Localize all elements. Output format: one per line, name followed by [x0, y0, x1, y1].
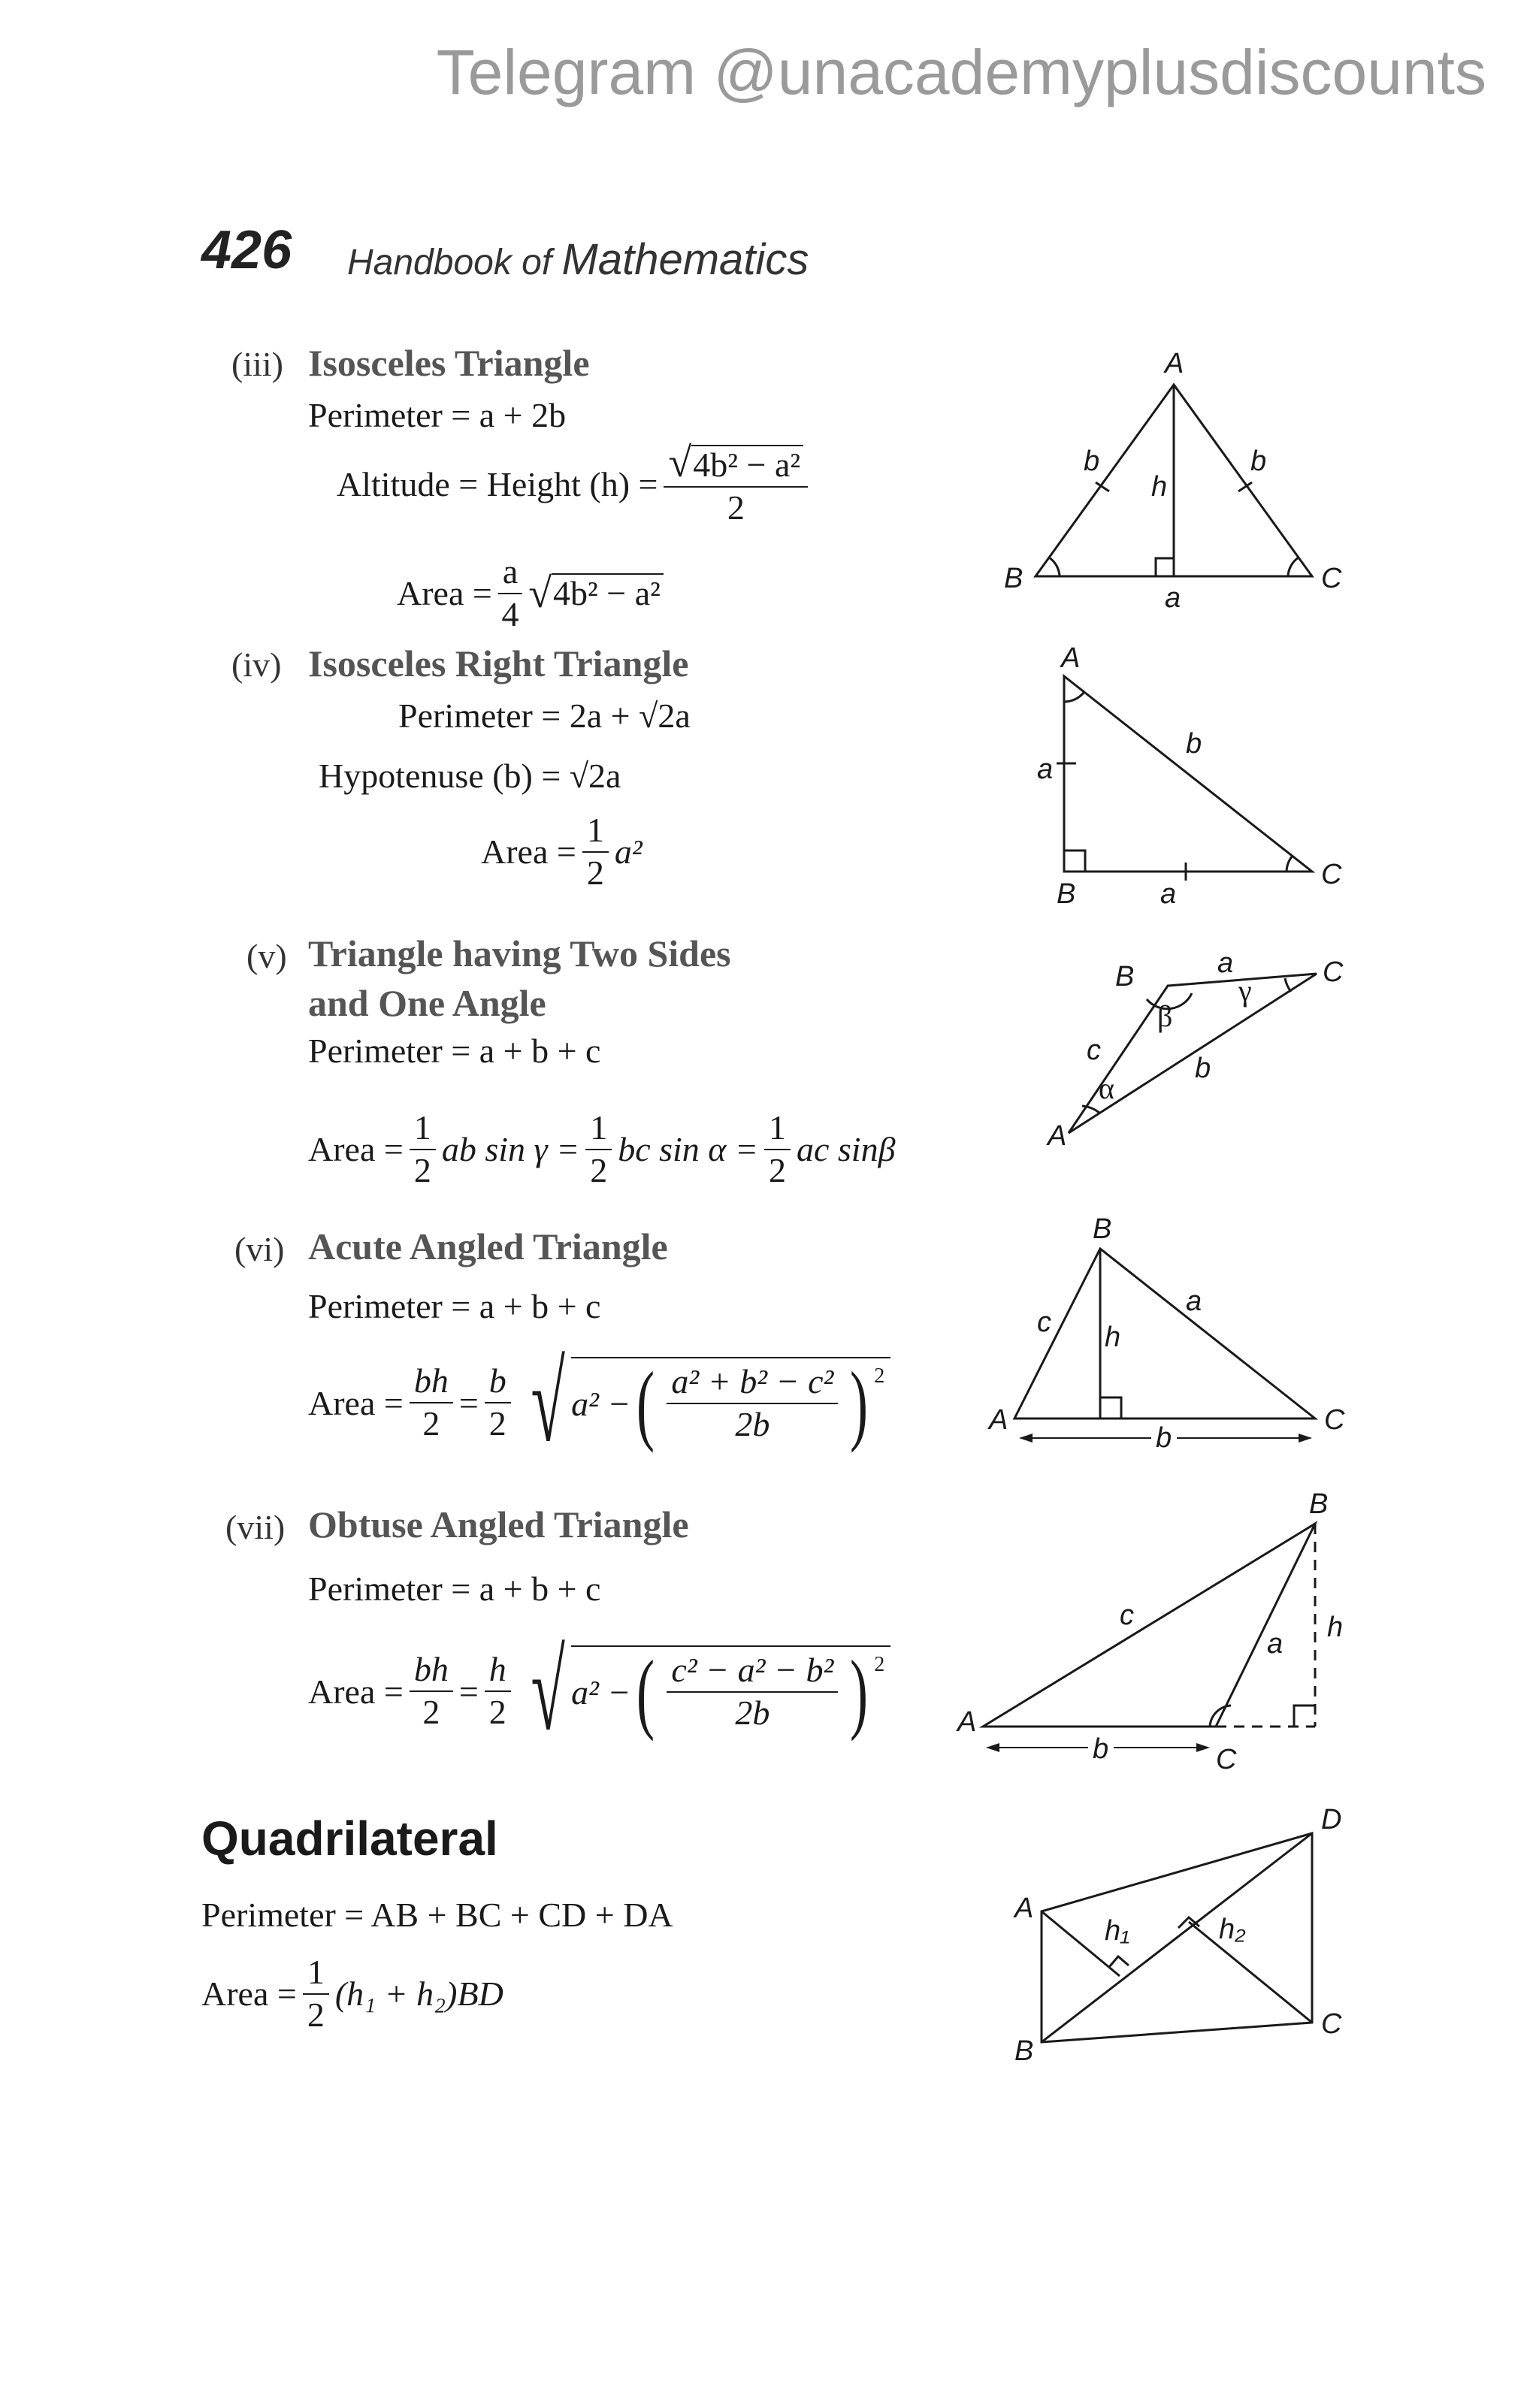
v-half-den-2: 2 [590, 1150, 608, 1189]
v-label-a: a [1217, 947, 1234, 979]
quad-perimeter-text: Perimeter = AB + BC + CD + DA [201, 1896, 673, 1934]
vi-perimeter: Perimeter = a + b + c [308, 1287, 601, 1325]
acute-triangle-diagram [984, 1217, 1375, 1458]
vii-a-squared: a² − [571, 1672, 631, 1712]
iv-label-a-left: a [1037, 754, 1054, 785]
iii-perimeter: Perimeter = a + 2b [308, 396, 567, 434]
iv-area-den: 2 [586, 853, 604, 892]
quad-area-formula [201, 1953, 503, 2034]
heading-obtuse-angled-triangle: Obtuse Angled Triangle [308, 1503, 689, 1545]
vii-two-2: 2 [488, 1693, 506, 1731]
vii-label-h: h [1327, 1612, 1344, 1643]
iii-altitude-fraction: $\frac{\text{√4b² − a²}}{2}$ [664, 442, 808, 527]
vi-two-1: 2 [422, 1404, 440, 1443]
iii-area-fraction [498, 553, 522, 633]
vi-inner-num: a² + b² − c² [667, 1363, 838, 1404]
v-half-num-1: 1 [410, 1109, 436, 1150]
iii-area-lhs: Area = [397, 574, 492, 613]
vi-label-A: A [989, 1404, 1008, 1436]
vii-label-A: A [957, 1706, 977, 1738]
quad-label-h2: h₂ [1219, 1914, 1246, 1945]
vi-label-h: h [1105, 1322, 1121, 1353]
v-area-lhs: Area = [308, 1130, 404, 1169]
iv-area-formula [481, 811, 643, 892]
v-label-C: C [1323, 956, 1344, 988]
iii-area-formula: Area = $\frac{a}{4}$ √ 4b² − a² [397, 553, 664, 633]
vii-area-lhs: Area = [308, 1672, 404, 1711]
vi-two-2: 2 [488, 1404, 506, 1443]
vii-two-1: 2 [422, 1693, 440, 1731]
v-area-term-2: bc sin α = [618, 1130, 758, 1169]
item-number-vi: (vi) [234, 1230, 285, 1268]
v-half-den-1: 2 [413, 1150, 431, 1189]
iv-label-a-bottom: a [1160, 878, 1177, 909]
vii-area-formula: Area = $\frac{bh}{2}$ = $\frac{h}{2}$ √ a² − ( $\frac{\text{c² − a² − b²}}{2b}$ ) $^2$ [308, 1635, 890, 1748]
quad-area-den: 2 [307, 1995, 325, 2034]
iii-label-b-right: b [1250, 446, 1267, 477]
iv-label-B: B [1057, 878, 1076, 909]
vi-b: b [485, 1362, 511, 1403]
vi-label-B: B [1093, 1217, 1112, 1245]
v-label-gamma: γ [1238, 974, 1252, 1008]
heading-acute-angled-triangle: Acute Angled Triangle [308, 1225, 668, 1267]
vi-inner-den: 2b [735, 1405, 770, 1443]
vii-h: h [485, 1651, 511, 1692]
iv-area-lhs: Area = [481, 832, 576, 872]
item-number-iv: (iv) [231, 645, 282, 684]
iv-area-rhs: a² [614, 832, 643, 872]
v-label-A: A [1048, 1120, 1067, 1152]
page-number: 426 [201, 220, 292, 280]
v-label-c: c [1087, 1035, 1101, 1066]
iii-altitude-radicand: 4b² − a² [691, 445, 803, 485]
iv-label-A: A [1061, 642, 1081, 674]
iii-label-h: h [1151, 471, 1168, 503]
iii-label-b-left: b [1084, 446, 1100, 477]
v-label-b: b [1195, 1053, 1211, 1084]
vi-bh: bh [410, 1362, 453, 1403]
vi-area-formula: Area = $\frac{bh}{2}$ = $\frac{b}{2}$ √ a² − ( $\frac{\text{a² + b² − c²}}{2b}$ ) $^2$ [308, 1346, 890, 1459]
vi-a-squared: a² − [571, 1384, 631, 1423]
quad-area-lhs: Area = [201, 1974, 297, 2014]
quad-label-D: D [1321, 1804, 1342, 1835]
general-triangle-diagram [1037, 947, 1353, 1172]
vi-label-b: b [1156, 1422, 1172, 1454]
iii-area-radicand: 4b² − a² [552, 573, 664, 613]
isosceles-triangle-diagram [977, 346, 1368, 616]
vii-inner-num: c² − a² − b² [667, 1651, 838, 1693]
item-number-v: (v) [246, 937, 287, 975]
heading-two-sides-one-angle-line-2: and One Angle [308, 982, 546, 1024]
iii-area-frac-den: 4 [501, 594, 519, 633]
vii-label-c: c [1120, 1600, 1134, 1631]
quad-label-A: A [1014, 1893, 1034, 1924]
iv-label-b: b [1186, 728, 1202, 760]
iii-area-frac-num: a [498, 553, 522, 594]
vi-label-a: a [1186, 1286, 1202, 1317]
iv-label-C: C [1321, 859, 1342, 890]
v-area-term-1: ab sin γ = [441, 1130, 580, 1169]
iii-altitude-lhs: Altitude = Height (h) = [337, 465, 658, 504]
vi-exponent: 2 [874, 1364, 885, 1388]
section-title-quadrilateral: Quadrilateral [201, 1811, 498, 1866]
iii-label-C: C [1321, 563, 1342, 594]
heading-two-sides-one-angle-line-1: Triangle having Two Sides [308, 932, 731, 974]
iii-label-a: a [1165, 582, 1181, 614]
vii-label-C: C [1216, 1744, 1237, 1773]
heading-isosceles-triangle: Isosceles Triangle [308, 342, 590, 384]
v-label-B: B [1115, 961, 1135, 993]
quad-label-h1: h₁ [1105, 1915, 1130, 1947]
quad-label-C: C [1321, 2008, 1342, 2040]
v-label-beta: β [1157, 999, 1173, 1033]
vii-perimeter: Perimeter = a + b + c [308, 1570, 601, 1608]
vii-exponent: 2 [874, 1653, 885, 1676]
obtuse-triangle-diagram [947, 1488, 1368, 1773]
iii-label-A: A [1165, 348, 1184, 379]
quad-area-rhs: (h₁ + h₂)BD [334, 1974, 503, 2014]
vi-area-lhs: Area = [308, 1383, 404, 1422]
item-number-iii: (iii) [231, 345, 283, 383]
heading-isosceles-right-triangle: Isosceles Right Triangle [308, 642, 689, 684]
vii-inner-den: 2b [735, 1693, 770, 1732]
quad-perimeter [201, 1895, 673, 1935]
v-area-term-3: ac sinβ [796, 1130, 896, 1169]
v-half-num-2: 1 [585, 1109, 612, 1150]
watermark: Telegram @unacademyplusdiscounts [436, 37, 1486, 107]
vi-label-c: c [1037, 1307, 1051, 1338]
item-number-vii: (vii) [225, 1508, 286, 1546]
vii-bh: bh [410, 1651, 453, 1692]
quad-area-num: 1 [303, 1953, 329, 1995]
running-header [347, 234, 809, 285]
iii-altitude-denominator: 2 [727, 488, 745, 527]
iii-label-B: B [1004, 563, 1023, 594]
v-label-alpha: α [1099, 1071, 1114, 1105]
iv-area-fraction [582, 811, 609, 892]
iv-perimeter: Perimeter = 2a + √2a [398, 696, 691, 735]
book-title-part-2: Mathematics [561, 235, 809, 284]
vi-label-C: C [1324, 1404, 1345, 1436]
vii-label-b: b [1093, 1733, 1109, 1765]
iii-altitude-formula [337, 442, 814, 527]
v-perimeter: Perimeter = a + b + c [308, 1032, 601, 1070]
quad-label-B: B [1014, 2035, 1034, 2067]
vii-label-a: a [1267, 1628, 1284, 1660]
vii-label-B: B [1309, 1488, 1329, 1520]
v-area-formula [308, 1109, 896, 1189]
iv-hypotenuse: Hypotenuse (b) = √2a [319, 757, 621, 795]
book-title-part-1: Handbook of [347, 243, 552, 282]
v-half-num-3: 1 [764, 1109, 791, 1150]
v-half-den-3: 2 [768, 1150, 786, 1189]
iv-area-num: 1 [582, 811, 609, 853]
isosceles-right-triangle-diagram [1022, 639, 1368, 909]
quadrilateral-diagram [1007, 1803, 1368, 2074]
